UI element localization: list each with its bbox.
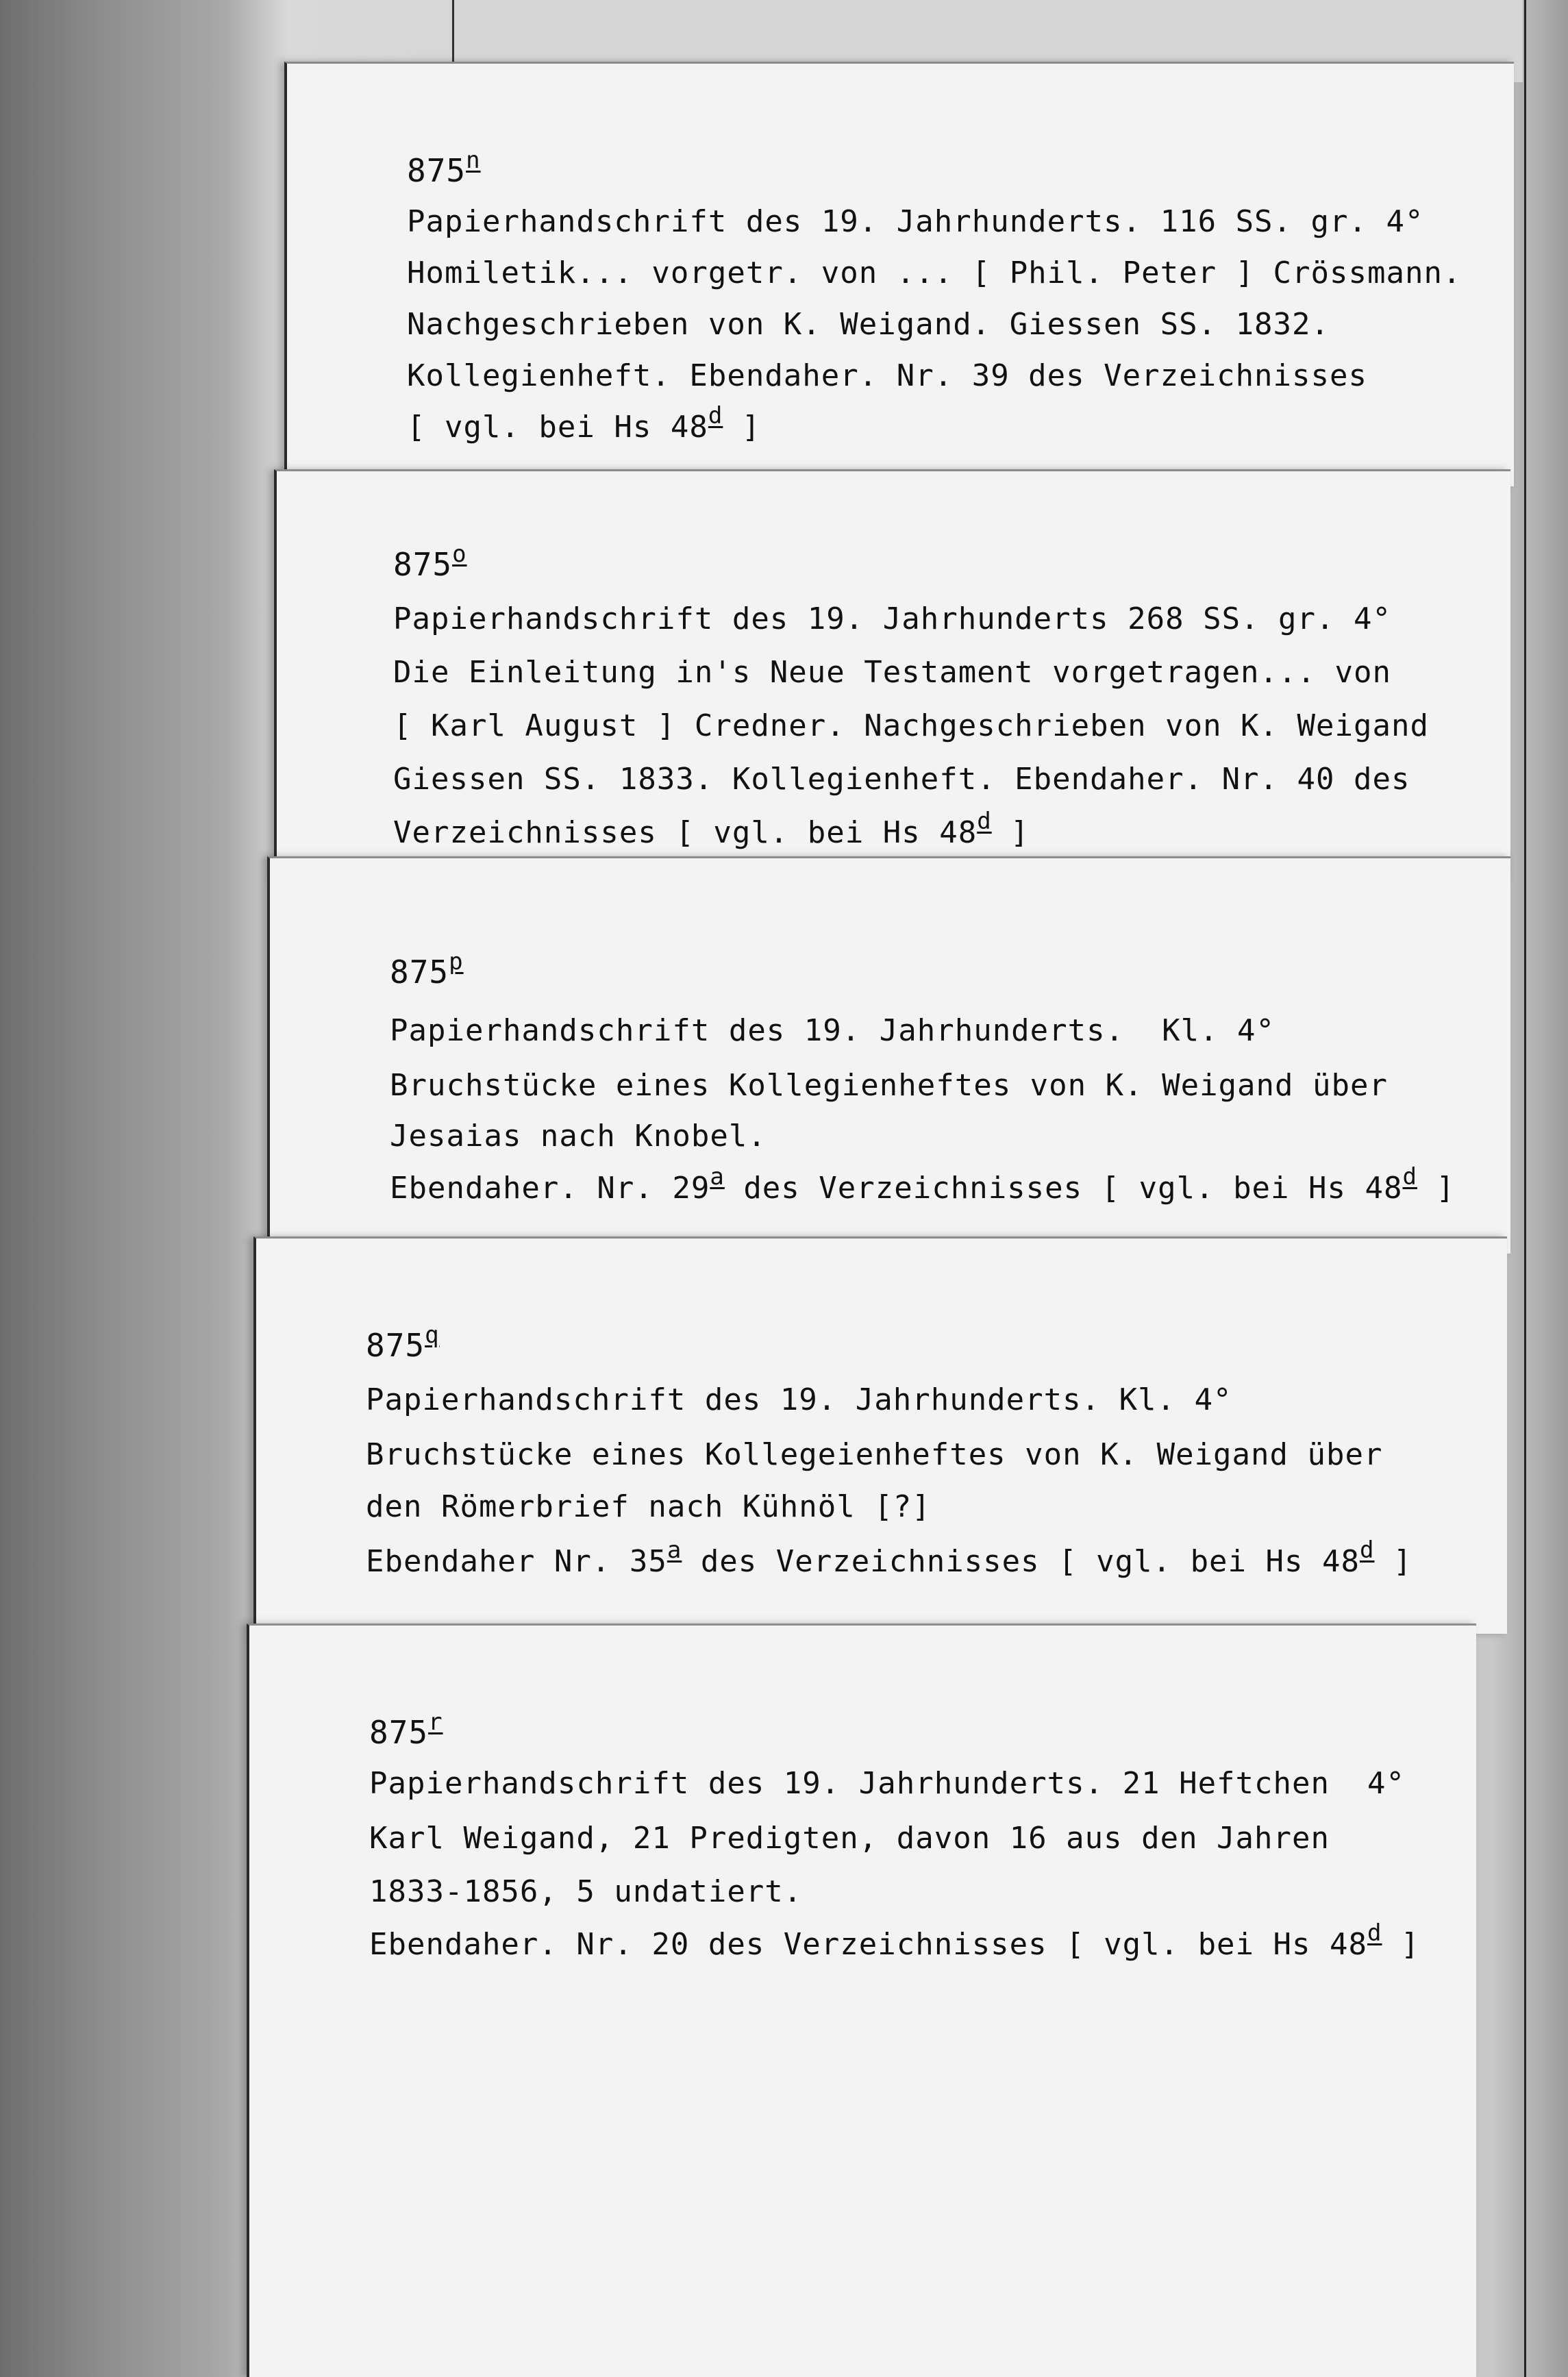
card-reference-line: Ebendaher Nr. 35$^a$ des Verzeichnisses [ vgl. bei Hs 48$^d$ ] bbox=[366, 1536, 1413, 1579]
card-line: Giessen SS. 1833. Kollegienheft. Ebendaher. Nr. 40 des bbox=[393, 762, 1410, 797]
card-line: Papierhandschrift des 19. Jahrhunderts 268 SS. gr. 4° bbox=[393, 601, 1391, 636]
catalog-card-875r bbox=[247, 1623, 1476, 2377]
card-reference-line: Ebendaher. Nr. 20 des Verzeichnisses [ vgl. bei Hs 48$^d$ ] bbox=[369, 1919, 1420, 1962]
card-line: Jesaias nach Knobel. bbox=[390, 1119, 767, 1154]
card-line: Papierhandschrift des 19. Jahrhunderts. 116 SS. gr. 4° bbox=[407, 204, 1424, 239]
card-line: Papierhandschrift des 19. Jahrhunderts. Kl. 4° bbox=[390, 1013, 1275, 1048]
card-number: 875$^n$ bbox=[407, 147, 481, 189]
card-number: 875$^q$ bbox=[366, 1321, 440, 1364]
catalog-card-875n bbox=[284, 62, 1514, 486]
card-line: Papierhandschrift des 19. Jahrhunderts. Kl. 4° bbox=[366, 1382, 1232, 1417]
card-line: Kollegienheft. Ebendaher. Nr. 39 des Verzeichnisses bbox=[407, 358, 1368, 393]
right-edge-strip bbox=[1524, 0, 1568, 2377]
catalog-card-875q bbox=[253, 1236, 1507, 1634]
card-line: 1833-1856, 5 undatiert. bbox=[369, 1874, 803, 1909]
card-number: 875$^r$ bbox=[369, 1708, 443, 1751]
card-line: Die Einleitung in's Neue Testament vorgetragen... von bbox=[393, 655, 1391, 690]
card-line: Karl Weigand, 21 Predigten, davon 16 aus den Jahren bbox=[369, 1821, 1330, 1856]
card-line: Homiletik... vorgetr. von ... [ Phil. Peter ] Crössmann. bbox=[407, 256, 1462, 290]
card-line: Bruchstücke eines Kollegeienheftes von K. Weigand über bbox=[366, 1437, 1383, 1472]
card-line: Papierhandschrift des 19. Jahrhunderts. 21 Heftchen 4° bbox=[369, 1766, 1405, 1801]
card-reference-line: Ebendaher. Nr. 29$^a$ des Verzeichnisses [ vgl. bei Hs 48$^d$ ] bbox=[390, 1163, 1455, 1206]
card-number: 875$^o$ bbox=[393, 540, 467, 583]
catalog-card-875p bbox=[267, 856, 1510, 1254]
catalog-card-875o bbox=[274, 469, 1510, 880]
card-number: 875$^p$ bbox=[390, 948, 464, 991]
card-reference-line: [ vgl. bei Hs 48$^d$ ] bbox=[407, 402, 761, 445]
card-line: Bruchstücke eines Kollegienheftes von K. Weigand über bbox=[390, 1068, 1388, 1103]
card-line: den Römerbrief nach Kühnöl [?] bbox=[366, 1489, 931, 1524]
card-line: Nachgeschrieben von K. Weigand. Giessen SS. 1832. bbox=[407, 307, 1330, 342]
card-reference-line: Verzeichnisses [ vgl. bei Hs 48$^d$ ] bbox=[393, 808, 1030, 850]
card-line: [ Karl August ] Credner. Nachgeschrieben von K. Weigand bbox=[393, 708, 1429, 743]
